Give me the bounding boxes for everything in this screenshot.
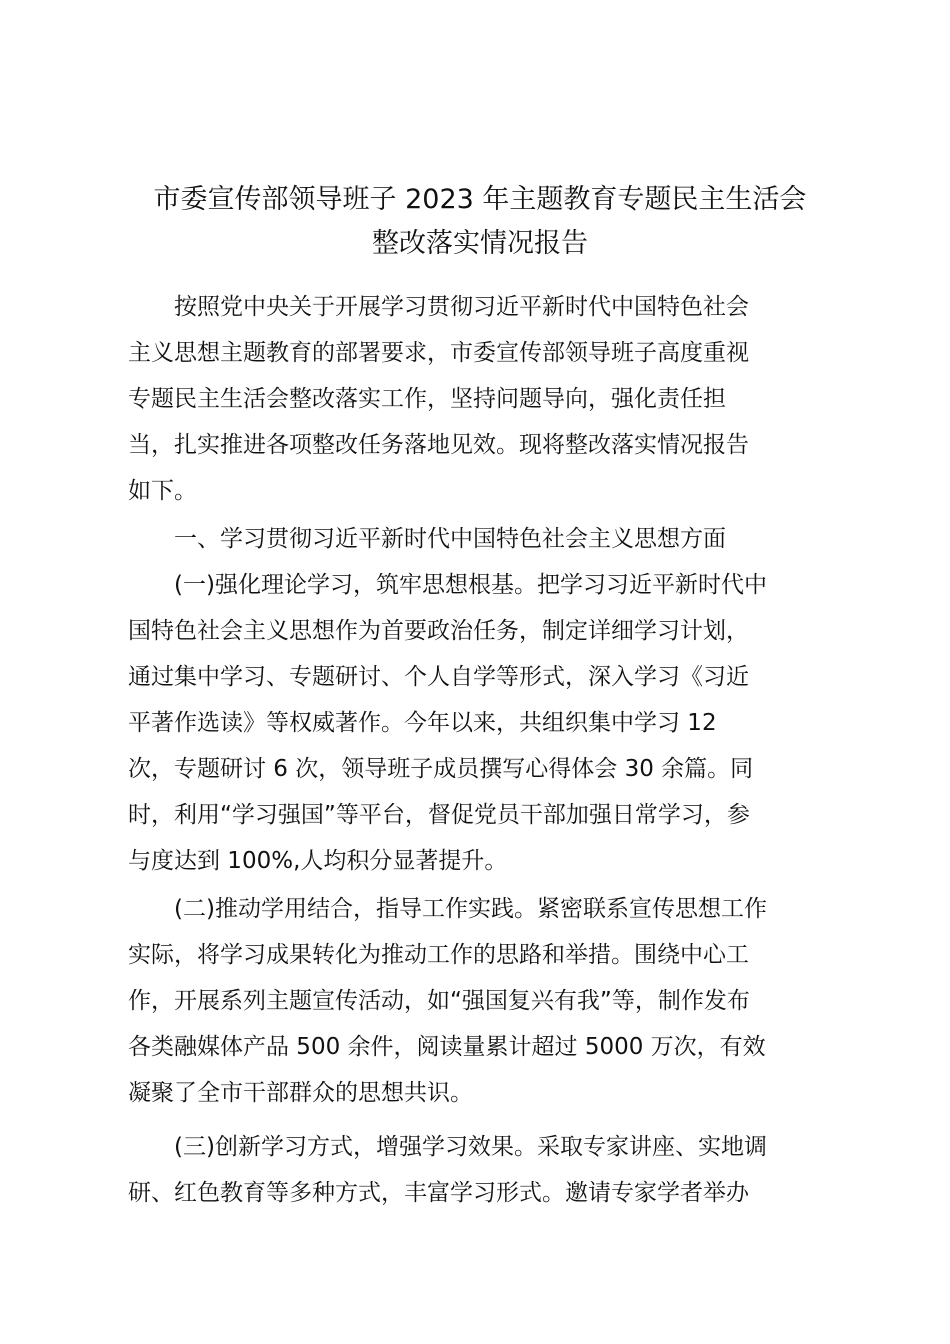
- paragraph-line: 与度达到 100%,人均积分显著提升。: [128, 848, 508, 874]
- paragraph-line: (一)强化理论学习，筑牢思想根基。把学习习近平新时代中: [174, 572, 767, 598]
- subsection-paragraph-2: [128, 886, 828, 1116]
- paragraph-line: 按照党中央关于开展学习贯彻习近平新时代中国特色社会: [174, 294, 749, 320]
- paragraph-line: 研、红色教育等多种方式，丰富学习形式。邀请专家学者举办: [128, 1180, 749, 1206]
- paragraph-line: 次，专题研讨 6 次，领导班子成员撰写心得体会 30 余篇。同: [128, 756, 754, 782]
- paragraph-line: 专题民主生活会整改落实工作，坚持问题导向，强化责任担: [128, 386, 726, 412]
- paragraph-line: 如下。: [128, 478, 197, 504]
- subsection-paragraph-3: [128, 1124, 828, 1216]
- paragraph-line: 各类融媒体产品 500 余件，阅读量累计超过 5000 万次，有效: [128, 1034, 766, 1060]
- title-line-2: 整改落实情况报告: [372, 228, 588, 259]
- paragraph-line: (二)推动学用结合，指导工作实践。紧密联系宣传思想工作: [174, 896, 767, 922]
- intro-paragraph: [128, 284, 828, 514]
- title-line-1: 市委宣传部领导班子 2023 年主题教育专题民主生活会: [153, 184, 807, 215]
- paragraph-line: 时，利用“学习强国”等平台，督促党员干部加强日常学习，参: [128, 802, 750, 828]
- paragraph-line: (三)创新学习方式，增强学习效果。采取专家讲座、实地调: [174, 1134, 767, 1160]
- section-heading: [128, 516, 828, 562]
- document-body: [128, 284, 828, 1216]
- paragraph-gap: [128, 1116, 828, 1124]
- paragraph-line: 当，扎实推进各项整改任务落地见效。现将整改落实情况报告: [128, 432, 749, 458]
- paragraph-line: 国特色社会主义思想作为首要政治任务，制定详细学习计划，: [128, 618, 749, 644]
- paragraph-line: 平著作选读》等权威著作。今年以来，共组织集中学习 12: [128, 710, 717, 736]
- paragraph-line: 实际，将学习成果转化为推动工作的思路和举措。围绕中心工: [128, 942, 749, 968]
- paragraph-line: 通过集中学习、专题研讨、个人自学等形式，深入学习《习近: [128, 664, 749, 690]
- paragraph-line: 作，开展系列主题宣传活动，如“强国复兴有我”等，制作发布: [128, 988, 750, 1014]
- section-heading-text: 一、学习贯彻习近平新时代中国特色社会主义思想方面: [174, 526, 726, 552]
- paragraph-line: 凝聚了全市干部群众的思想共识。: [128, 1080, 473, 1106]
- paragraph-line: 主义思想主题教育的部署要求，市委宣传部领导班子高度重视: [128, 340, 749, 366]
- subsection-paragraph-1: [128, 562, 828, 884]
- document-title: [120, 178, 840, 266]
